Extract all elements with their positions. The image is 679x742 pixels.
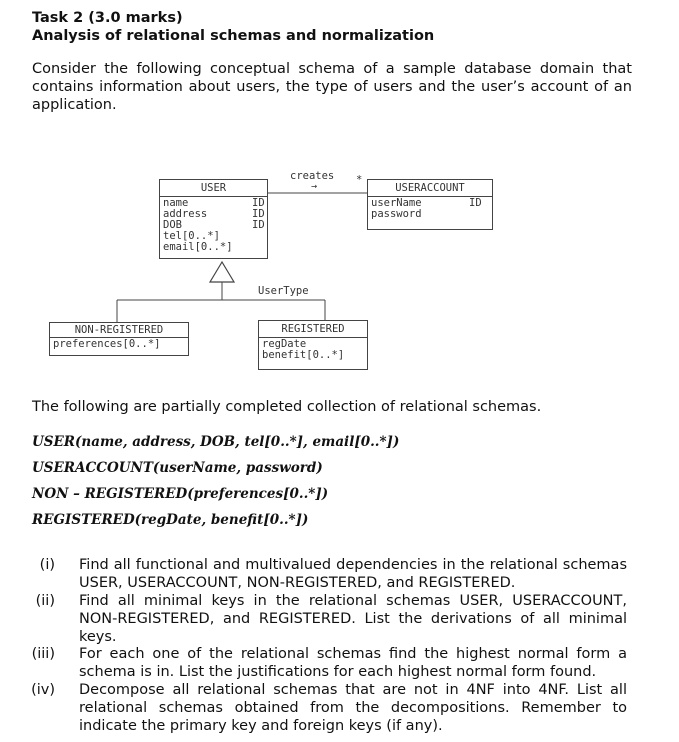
entity-non-registered-name: NON-REGISTERED [50,323,188,338]
schema-useraccount: USERACCOUNT(userName, password) [32,460,323,476]
attribute: DOB [163,219,182,231]
entity-user [159,179,268,259]
generalization-label: UserType [258,285,309,297]
entity-registered-attributes [262,339,344,361]
entity-non-registered-attributes [53,339,160,350]
question-text: Decompose all relational schemas that are not in 4NF into 4NF. List all relational schemas obtained from the decompositions. Remember to indicate the primary key and foreign keys (if any). [79,682,627,734]
question-text: For each one of the relational schemas find the highest normal form a schema is in. List the justifications for each highest normal form found. [79,646,627,680]
entity-registered-name: REGISTERED [259,321,367,338]
entity-useraccount [367,179,493,230]
attribute: password [371,208,422,220]
schema-registered: REGISTERED(regDate, benefit[0..*]) [32,512,309,528]
entity-useraccount-ids [469,198,482,209]
attribute: email[0..*] [163,241,233,253]
id-marker: ID [252,197,265,209]
entity-useraccount-name: USERACCOUNT [368,180,492,197]
entity-user-attributes [163,198,233,253]
id-marker: ID [252,219,265,231]
attribute: tel[0..*] [163,230,220,242]
attribute: name [163,197,189,209]
question-text: Find all functional and multivalued dependencies in the relational schemas USER, USERACCOUNT, NON-REGISTERED, and REGISTERED. [79,557,627,591]
question-number: (iv) [31,682,55,698]
schema-user: USER(name, address, DOB, tel[0..*], email[0..*]) [32,434,400,450]
schema-non-registered: NON – REGISTERED(preferences[0..*]) [32,486,329,502]
attribute: userName [371,197,422,209]
question-number: (ii) [35,593,55,609]
entity-registered [258,320,368,370]
id-marker: ID [252,208,265,220]
question-text: Find all minimal keys in the relational schemas USER, USERACCOUNT, NON-REGISTERED, and REGISTERED. List the derivations of all minimal keys. [79,593,627,645]
task-title: Task 2 (3.0 marks) [32,10,183,26]
association-direction-arrow: → [311,181,318,192]
schemas-intro: The following are partially completed collection of relational schemas. [32,399,542,415]
attribute: benefit[0..*] [262,349,345,361]
attribute: address [163,208,208,220]
entity-useraccount-attributes [371,198,422,220]
entity-user-ids [252,198,265,231]
generalization-triangle [210,262,234,282]
association-label: creates [290,170,335,182]
association-multiplicity: * [356,174,363,186]
question-number: (i) [39,557,55,573]
attribute: preferences[0..*] [53,338,161,350]
entity-user-name: USER [160,180,267,197]
intro-paragraph: Consider the following conceptual schema of a sample database domain that contains information about users, the type of users and the user’s account of an application. [32,61,632,113]
attribute: regDate [262,338,307,350]
entity-non-registered [49,322,189,356]
id-marker: ID [469,197,482,209]
question-number: (iii) [31,646,55,662]
task-subtitle: Analysis of relational schemas and normalization [32,28,435,44]
